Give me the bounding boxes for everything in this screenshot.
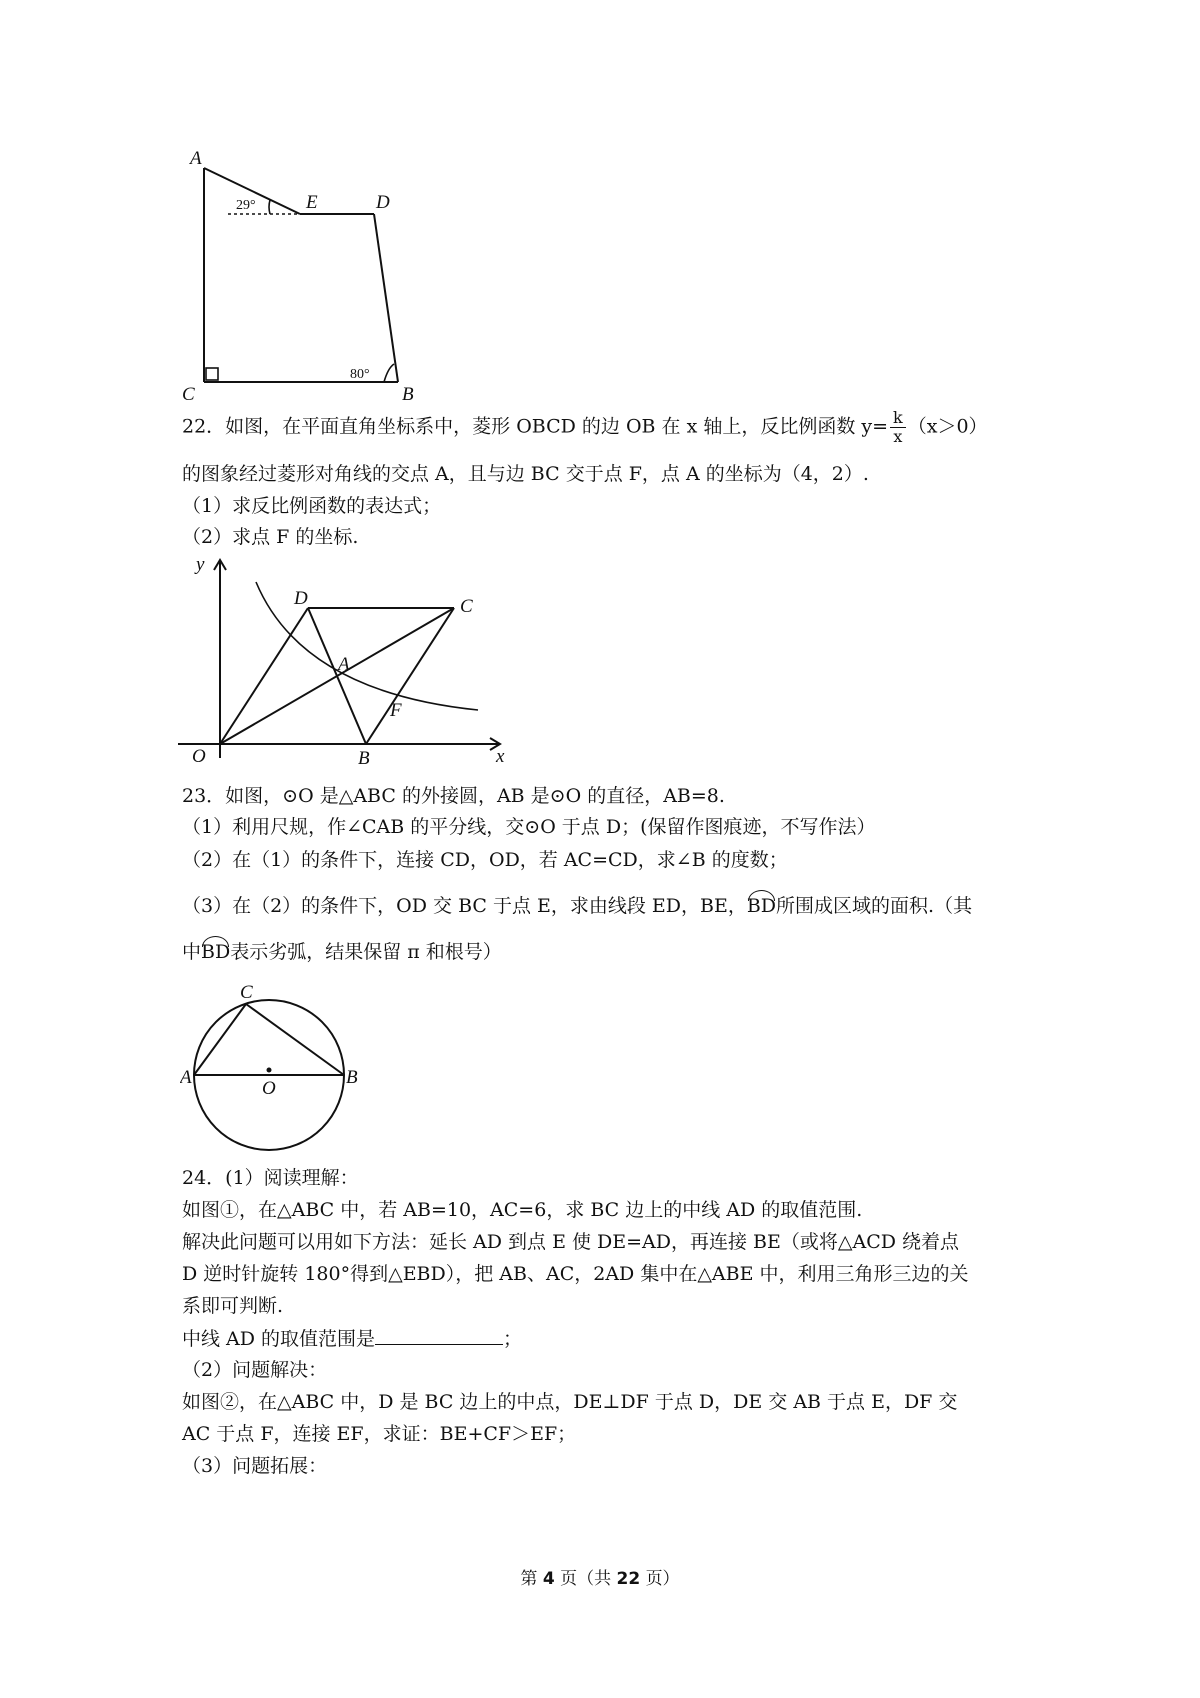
- answer-blank: [375, 1326, 503, 1345]
- q23-text-5a: 中: [182, 941, 202, 963]
- footer-mid: 页（共: [560, 1569, 612, 1589]
- label-A: A: [180, 1067, 192, 1088]
- q22-line-1: [182, 409, 988, 446]
- q24-line-7: （2）问题解决：: [182, 1359, 328, 1381]
- q23-text-4a: （3）在（2）的条件下，OD 交 BC 于点 E，求由线段 ED，BE，: [182, 895, 747, 917]
- label-B: B: [402, 384, 414, 404]
- q24-line-10: （3）问题拓展：: [182, 1455, 328, 1477]
- label-E: E: [306, 192, 318, 213]
- q24-line-9: AC 于点 F，连接 EF，求证：BE+CF＞EF；: [182, 1423, 577, 1445]
- footer-post: 页）: [645, 1569, 680, 1589]
- q22-line-4: （2）求点 F 的坐标.: [182, 526, 359, 548]
- page-footer: [0, 1564, 1200, 1589]
- q24-line-1: 24．(1）阅读理解：: [182, 1167, 359, 1189]
- fraction-k-over-x: [890, 409, 906, 446]
- label-C: C: [240, 982, 253, 1003]
- q23-line-3: （2）在（1）的条件下，连接 CD，OD，若 AC=CD，求∠B 的度数；: [182, 849, 788, 871]
- fraction-denominator: x: [893, 427, 903, 446]
- q24-line-3: 解决此问题可以用如下方法：延长 AD 到点 E 使 DE=AD，再连接 BE（或将△ACD 绕着点: [182, 1231, 960, 1253]
- q24-text-6a: 中线 AD 的取值范围是: [182, 1328, 376, 1350]
- q23-line-5: [182, 936, 502, 964]
- q24-line-5: 系即可判断.: [182, 1295, 284, 1317]
- q23-line-4: [182, 890, 972, 918]
- figure-q23-svg: [180, 976, 370, 1152]
- label-C: C: [460, 596, 473, 617]
- arc-bd-symbol: BD: [747, 890, 776, 918]
- footer-total-pages: 22: [616, 1569, 641, 1589]
- label-B: B: [358, 748, 370, 766]
- figure-q22-svg: [178, 552, 508, 766]
- q23-line-1: 23．如图，⊙O 是△ABC 的外接圆，AB 是⊙O 的直径，AB=8.: [182, 785, 725, 807]
- label-D: D: [294, 588, 308, 609]
- figure-q22: [178, 552, 508, 766]
- q23-line-2: （1）利用尺规，作∠CAB 的平分线，交⊙O 于点 D；(保留作图痕迹，不写作法）: [182, 816, 876, 838]
- fraction-numerator: k: [890, 409, 906, 428]
- figure-q21-svg: [176, 142, 436, 404]
- q22-line-3: （1）求反比例函数的表达式；: [182, 495, 442, 517]
- q24-text-6b: ；: [503, 1328, 523, 1350]
- label-O: O: [262, 1078, 276, 1099]
- label-D: D: [376, 192, 390, 213]
- figure-q23: [180, 976, 370, 1152]
- axis-label-x: x: [496, 746, 505, 766]
- label-B: B: [346, 1067, 358, 1088]
- label-A: A: [338, 654, 350, 675]
- axis-label-y: y: [196, 554, 205, 575]
- q24-line-8: 如图②，在△ABC 中，D 是 BC 边上的中点，DE⊥DF 于点 D，DE 交 AB 于点 E，DF 交: [182, 1391, 958, 1413]
- figure-q21: [176, 142, 436, 404]
- q22-text-1b: （x＞0）: [907, 415, 988, 438]
- label-C: C: [182, 384, 195, 404]
- angle-29-label: 29°: [236, 198, 256, 213]
- q23-text-4b: 所围成区域的面积.（其: [776, 895, 973, 917]
- footer-page-number: 4: [542, 1569, 555, 1589]
- q23-text-5b: 表示劣弧，结果保留 π 和根号）: [230, 941, 502, 963]
- label-O: O: [192, 746, 206, 766]
- label-A: A: [190, 148, 202, 169]
- q24-line-2: 如图①，在△ABC 中，若 AB=10，AC=6，求 BC 边上的中线 AD 的取值范围.: [182, 1199, 863, 1221]
- q24-line-6: [182, 1326, 522, 1351]
- arc-bd-symbol-2: BD: [201, 936, 230, 964]
- q24-line-4: D 逆时针旋转 180°得到△EBD），把 AB、AC，2AD 集中在△ABE 中，利用三角形三边的关: [182, 1263, 969, 1285]
- q22-text-1a: 22．如图，在平面直角坐标系中，菱形 OBCD 的边 OB 在 x 轴上，反比例函数 y=: [182, 415, 889, 438]
- angle-80-label: 80°: [350, 367, 370, 382]
- q22-line-2: 的图象经过菱形对角线的交点 A，且与边 BC 交于点 F，点 A 的坐标为（4，2）.: [182, 463, 869, 485]
- footer-pre: 第: [520, 1569, 538, 1589]
- label-F: F: [390, 700, 402, 721]
